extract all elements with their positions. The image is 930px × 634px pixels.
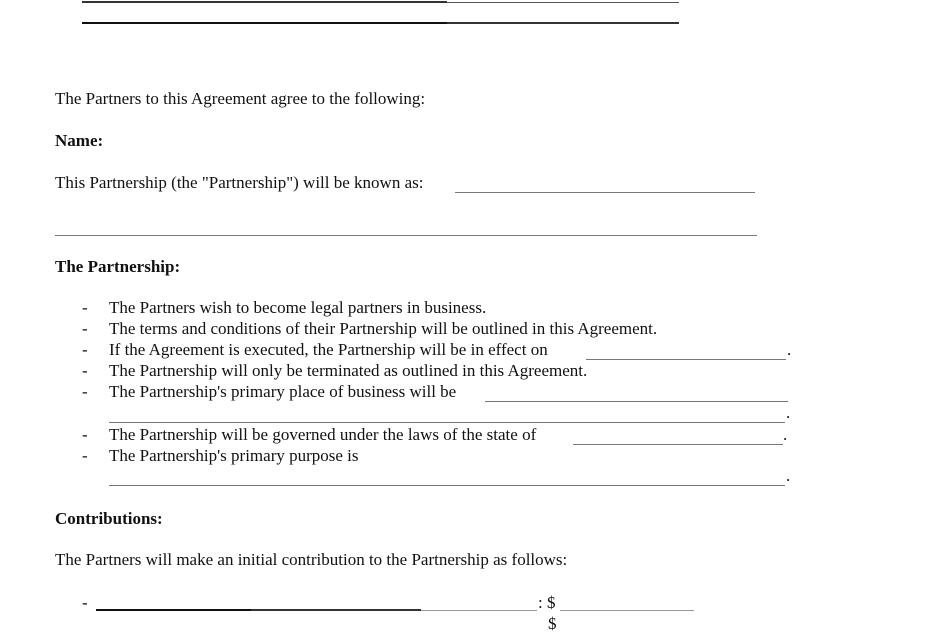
primary-purpose-field[interactable] [109,485,785,486]
partnership-name-field[interactable] [455,192,755,193]
place-of-business-field-line-2[interactable] [109,422,785,423]
top-line-1-light [447,2,679,3]
contribution-separator: : $ [538,593,556,612]
partnership-heading: The Partnership: [55,257,181,276]
bullet-legal-partners: The Partners wish to become legal partners in business. [109,298,487,317]
name-heading: Name: [55,131,104,150]
top-line-2-light [447,22,679,24]
period: . [783,425,788,444]
effective-date-field[interactable] [586,359,786,360]
bullet-dash: - [82,319,88,338]
bullet-place-of-business: The Partnership's primary place of business will be [109,382,457,401]
contributor-name-field-mid[interactable] [251,609,421,611]
contributions-text: The Partners will make an initial contribution to the Partnership as follows: [55,550,568,569]
bullet-termination: The Partnership will only be terminated as outlined in this Agreement. [109,361,588,380]
contribution-amount-field[interactable] [560,610,694,611]
contribution-dash: - [82,593,88,612]
period: . [786,466,791,485]
bullet-dash: - [82,425,88,444]
name-text: This Partnership (the "Partnership") will be known as: [55,173,424,192]
partnership-name-field-line-2[interactable] [55,235,757,236]
bullet-effective-date: If the Agreement is executed, the Partnership will be in effect on [109,340,548,359]
period: . [786,403,791,422]
bullet-dash: - [82,340,88,359]
period: . [787,340,792,359]
bullet-dash: - [82,446,88,465]
place-of-business-field[interactable] [485,401,788,402]
top-line-1-dark [82,1,447,3]
contributions-heading: Contributions: [55,509,163,528]
next-row-dollar-partial: $ [548,614,557,633]
bullet-dash: - [82,361,88,380]
top-line-2-dark [82,22,447,24]
contributor-name-field-light[interactable] [421,610,537,611]
bullet-dash: - [82,298,88,317]
contributor-name-field-dark[interactable] [96,609,251,611]
governing-state-field[interactable] [573,444,783,445]
bullet-primary-purpose: The Partnership's primary purpose is [109,446,359,465]
bullet-dash: - [82,382,88,401]
bullet-governing-state: The Partnership will be governed under the laws of the state of [109,425,537,444]
bullet-terms-conditions: The terms and conditions of their Partnership will be outlined in this Agreement. [109,319,658,338]
intro-text: The Partners to this Agreement agree to the following: [55,89,426,108]
